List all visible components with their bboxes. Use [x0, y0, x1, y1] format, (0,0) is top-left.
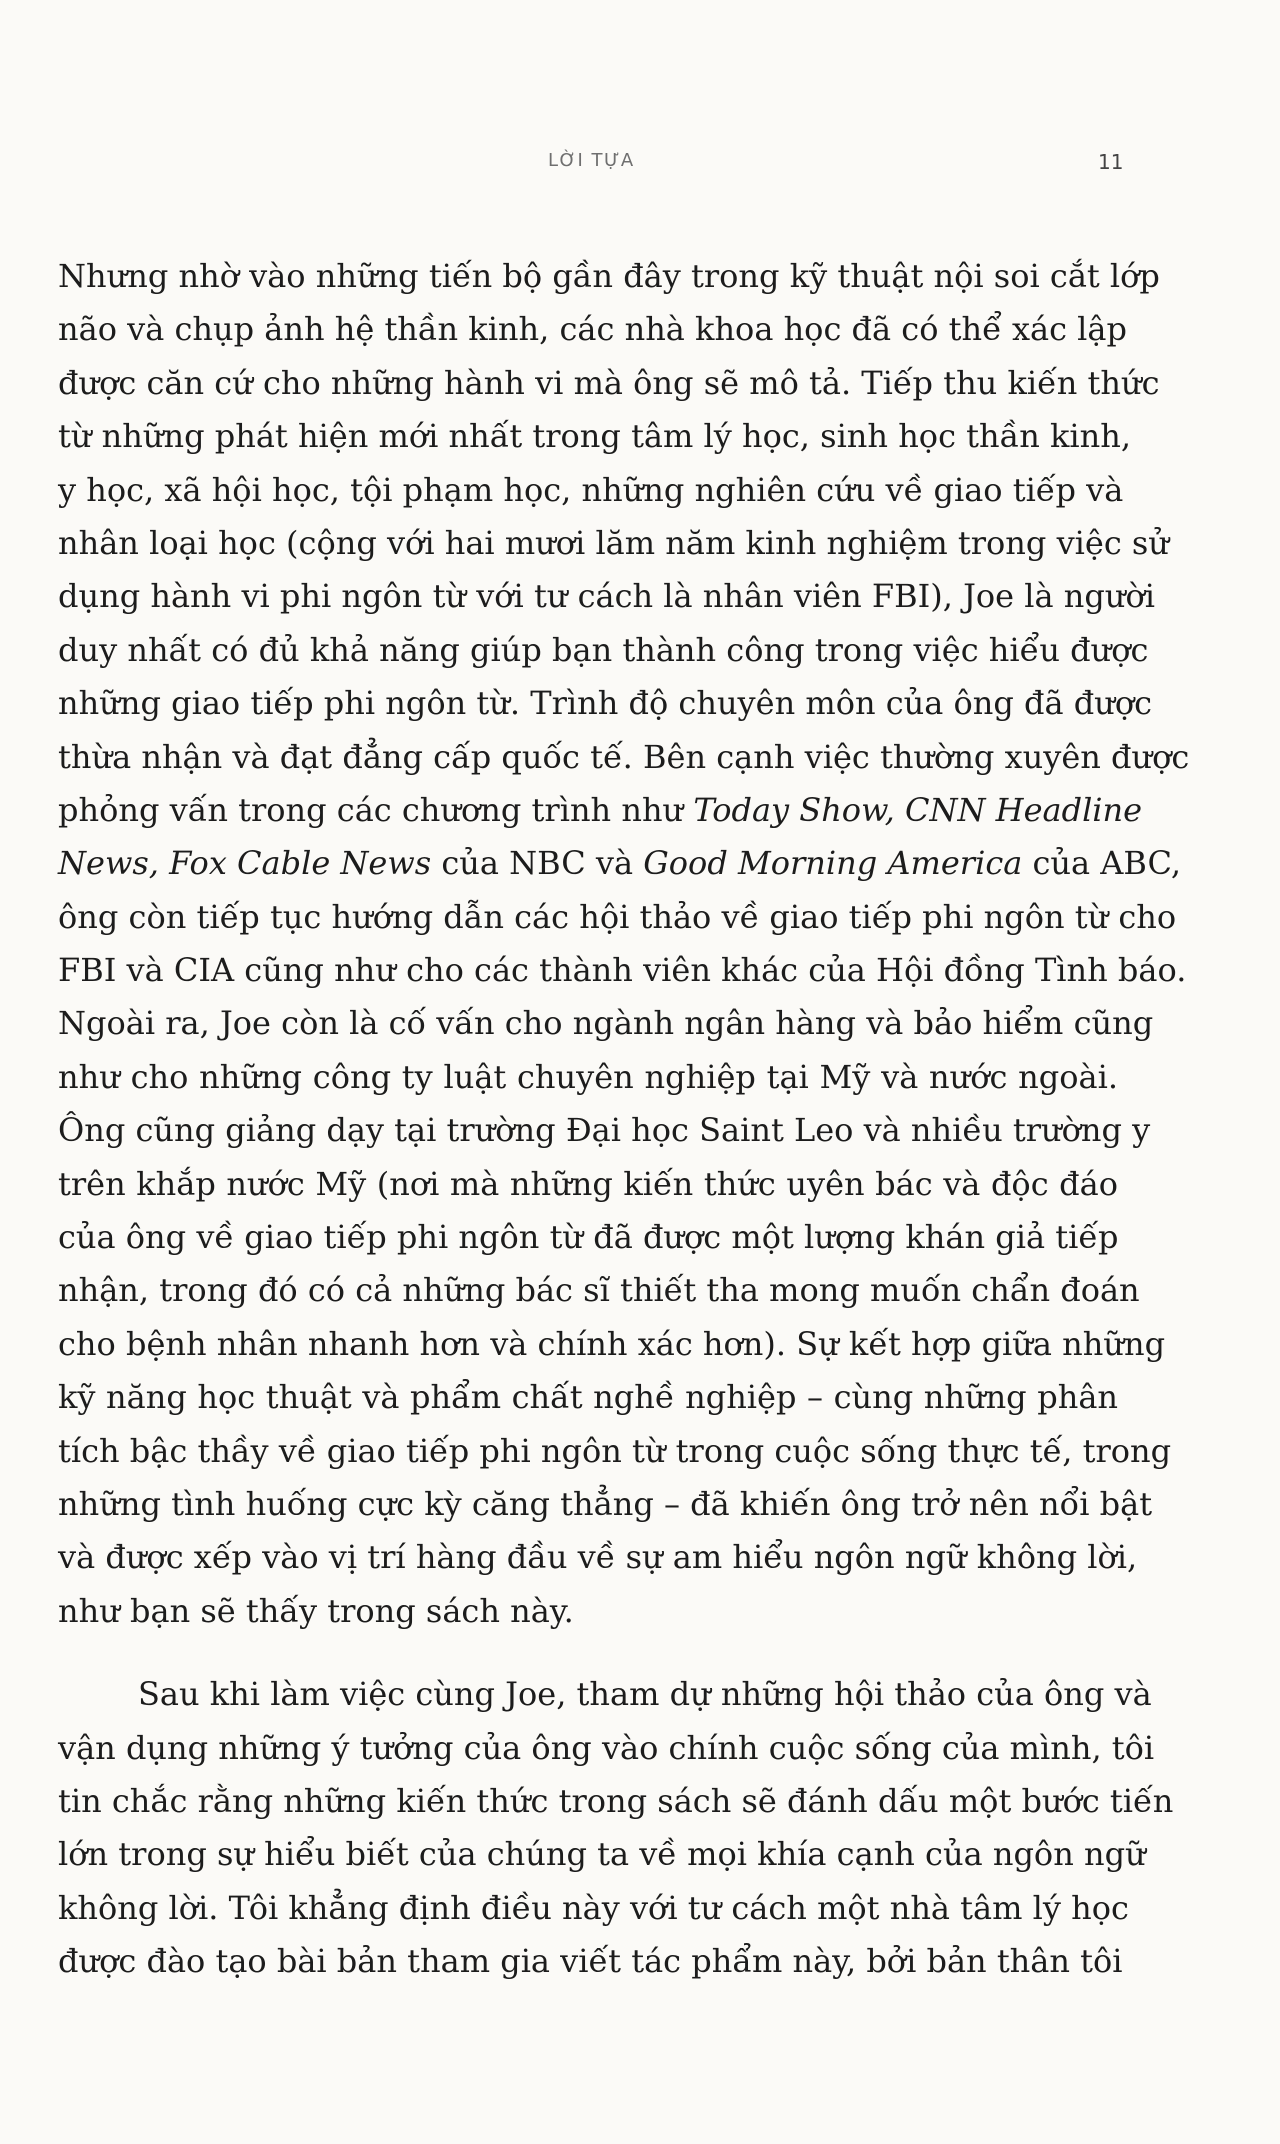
text-line [58, 570, 1155, 623]
paragraph [58, 1668, 1174, 1988]
text-run: như bạn sẽ thấy trong sách này. [58, 1591, 574, 1630]
text-line [58, 1585, 1118, 1638]
text-run: Ngoài ra, Joe còn là cố vấn cho ngành ngân hàng và bảo hiểm cũng [58, 1004, 1154, 1043]
text-run: Ông cũng giảng dạy tại trường Đại học Saint Leo và nhiều trường y [58, 1111, 1151, 1150]
text-run: và được xếp vào vị trí hàng đầu về sự am hiểu ngôn ngữ không lời, [58, 1538, 1138, 1577]
text-line [58, 1935, 1123, 1988]
text-run: cho bệnh nhân nhanh hơn và chính xác hơn). Sự kết hợp giữa những [58, 1324, 1166, 1363]
italic-text: Good Morning America [643, 844, 1023, 883]
text-line [58, 357, 1160, 410]
page-header [0, 144, 1280, 184]
text-line [58, 303, 1127, 356]
text-run: trên khắp nước Mỹ (nơi mà những kiến thức uyên bác và độc đáo [58, 1164, 1118, 1203]
text-run: Sau khi làm việc cùng Joe, tham dự những hội thảo của ông và [138, 1675, 1152, 1714]
text-run: nhân loại học (cộng với hai mươi lăm năm kinh nghiệm trong việc sử [58, 523, 1169, 562]
text-line [58, 1722, 1155, 1775]
text-run: được đào tạo bài bản tham gia viết tác phẩm này, bởi bản thân tôi [58, 1942, 1123, 1981]
text-run: Nhưng nhờ vào những tiến bộ gần đây trong kỹ thuật nội soi cắt lớp [58, 257, 1160, 295]
text-run: kỹ năng học thuật và phẩm chất nghề nghiệp – cùng những phân [58, 1378, 1118, 1417]
text-run: phỏng vấn trong các chương trình như [58, 790, 694, 829]
text-run: được căn cứ cho những hành vi mà ông sẽ mô tả. Tiếp thu kiến thức [58, 363, 1160, 402]
text-line [58, 837, 1182, 890]
text-line [58, 1104, 1151, 1157]
text-line [58, 784, 1143, 837]
text-line [58, 677, 1153, 730]
text-line [58, 1264, 1140, 1317]
text-line [58, 1828, 1146, 1881]
text-line [58, 997, 1154, 1050]
text-run: y học, xã hội học, tội phạm học, những nghiên cứu về giao tiếp và [58, 470, 1124, 509]
text-run: những giao tiếp phi ngôn từ. Trình độ chuyên môn của ông đã được [58, 684, 1153, 723]
text-line [58, 944, 1187, 997]
text-line [58, 1371, 1118, 1424]
text-run: của NBC và [431, 844, 644, 883]
text-line [58, 1051, 1118, 1104]
text-run: những tình huống cực kỳ căng thẳng – đã khiến ông trở nên nổi bật [58, 1484, 1153, 1523]
text-line [58, 731, 1190, 784]
text-run: của ABC, [1022, 844, 1182, 883]
text-line [58, 1158, 1118, 1211]
text-line [58, 410, 1132, 463]
text-run: não và chụp ảnh hệ thần kinh, các nhà khoa học đã có thể xác lập [58, 310, 1127, 349]
italic-text: News, Fox Cable News [58, 844, 432, 883]
text-run: FBI và CIA cũng như cho các thành viên khác của Hội đồng Tình báo. [58, 951, 1187, 990]
text-run: từ những phát hiện mới nhất trong tâm lý học, sinh học thần kinh, [58, 417, 1132, 456]
text-run: của ông về giao tiếp phi ngôn từ đã được một lượng khán giả tiếp [58, 1218, 1119, 1257]
text-line [58, 891, 1177, 944]
text-run: tin chắc rằng những kiến thức trong sách sẽ đánh dấu một bước tiến [58, 1781, 1174, 1820]
text-line [58, 1211, 1118, 1264]
text-line [58, 1668, 1152, 1721]
text-run: duy nhất có đủ khả năng giúp bạn thành công trong việc hiểu được [58, 630, 1149, 669]
text-line [58, 1775, 1174, 1828]
text-line [58, 464, 1124, 517]
page-number: 11 [1098, 150, 1124, 174]
text-line [58, 624, 1149, 677]
text-run: dụng hành vi phi ngôn từ với tư cách là nhân viên FBI), Joe là người [58, 577, 1155, 616]
text-line [58, 1425, 1172, 1478]
text-line [58, 1478, 1153, 1531]
text-line [58, 1318, 1166, 1371]
text-run: tích bậc thầy về giao tiếp phi ngôn từ trong cuộc sống thực tế, trong [58, 1431, 1172, 1470]
text-run: ông còn tiếp tục hướng dẫn các hội thảo về giao tiếp phi ngôn từ cho [58, 897, 1177, 936]
text-run: như cho những công ty luật chuyên nghiệp tại Mỹ và nước ngoài. [58, 1057, 1118, 1096]
text-run: thừa nhận và đạt đẳng cấp quốc tế. Bên cạnh việc thường xuyên được [58, 737, 1190, 776]
paragraph [58, 250, 1190, 1638]
text-run: lớn trong sự hiểu biết của chúng ta về mọi khía cạnh của ngôn ngữ [58, 1835, 1146, 1874]
running-head: LỜI TỰA [548, 150, 635, 171]
text-line [58, 517, 1169, 570]
text-run: nhận, trong đó có cả những bác sĩ thiết tha mong muốn chẩn đoán [58, 1271, 1140, 1310]
text-run: không lời. Tôi khẳng định điều này với tư cách một nhà tâm lý học [58, 1888, 1129, 1927]
text-line [58, 1882, 1129, 1935]
text-run: vận dụng những ý tưởng của ông vào chính cuộc sống của mình, tôi [58, 1728, 1155, 1767]
paragraph-gap [58, 1638, 1118, 1668]
italic-text: Today Show, CNN Headline [693, 790, 1143, 829]
text-line [58, 1531, 1138, 1584]
body-text [58, 250, 1190, 1989]
text-line [58, 250, 1160, 303]
